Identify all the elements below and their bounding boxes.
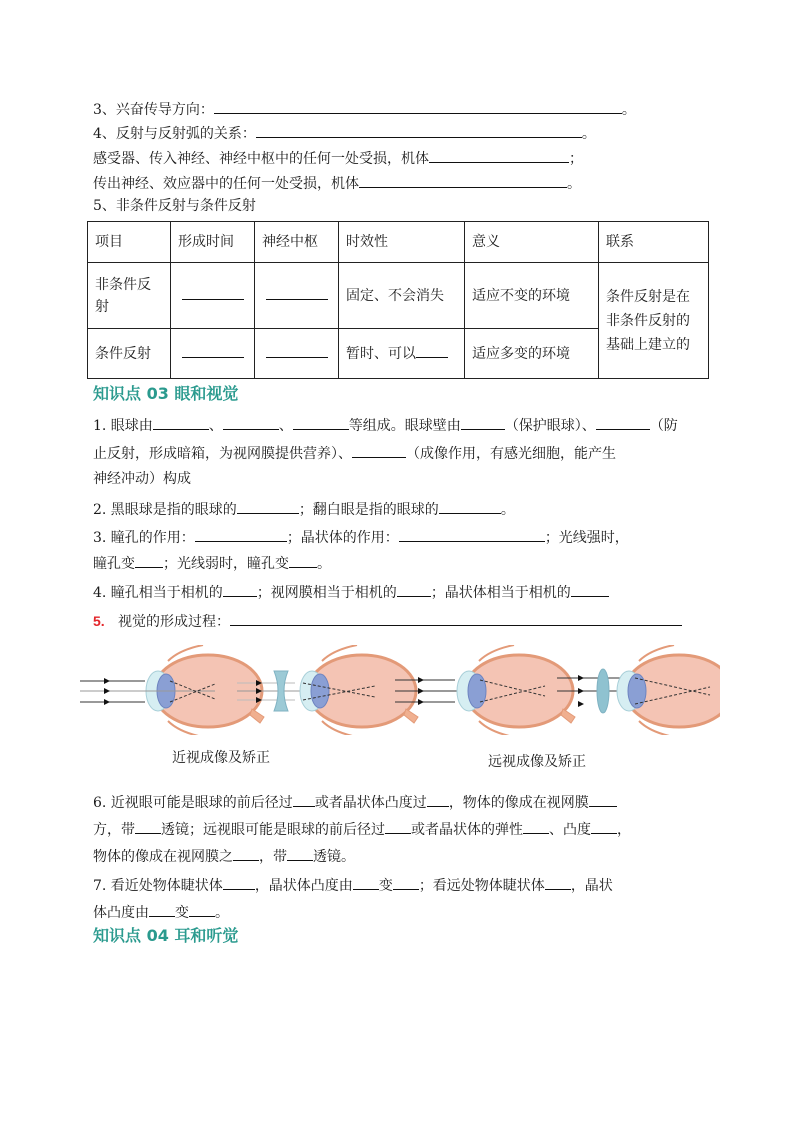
hyperopia-corrected-eye-diagram [557,645,720,735]
text: （防 [649,418,678,434]
question-4 [93,122,596,144]
text: ， [617,822,631,838]
text: （成像作用，有感光细胞，能产生 [406,446,616,462]
answer-blank[interactable] [223,581,257,597]
text: 2. 黑眼球是指的眼球的 [93,502,237,518]
answer-blank[interactable] [352,442,406,458]
answer-blank[interactable] [135,552,163,568]
text: 体凸度由 [93,905,149,921]
text: 变 [378,878,393,894]
text: ；翻白眼是指的眼球的 [298,502,439,518]
answer-blank[interactable] [237,498,299,514]
table-header-row [88,222,709,263]
text: 或者晶状体的弹性 [411,822,523,838]
blank-cell [171,329,255,379]
answer-blank[interactable] [149,901,175,917]
answer-blank[interactable] [195,526,287,542]
convex-lens-icon [597,669,609,713]
text: ；光线强时， [544,530,629,546]
answer-blank[interactable] [182,285,244,300]
text: 变 [175,905,189,921]
timeliness-cell [339,329,465,379]
answer-blank[interactable] [293,791,315,807]
text: ，物体的像成在视网膜 [448,795,589,811]
text: 。 [500,502,515,518]
answer-blank[interactable] [223,414,279,430]
header-cell: 意义 [465,222,599,263]
eye-question-6 [93,791,617,813]
text: ；视网膜相当于相机的 [256,585,397,601]
eye-diagrams [75,645,720,735]
header-cell: 项目 [88,222,171,263]
header-cell: 联系 [599,222,709,263]
reflex-comparison-table [87,221,709,379]
table-row [88,263,709,329]
eye-question-4 [93,581,609,603]
text: 视觉的形成过程： [118,614,231,630]
punctuation: 。 [581,126,596,142]
text: 3. 瞳孔的作用： [93,530,195,546]
answer-blank[interactable] [189,901,215,917]
answer-blank[interactable] [416,342,448,358]
answer-blank[interactable] [287,845,313,861]
text: 透镜；远视眼可能是眼球的前后径过 [161,822,385,838]
eye-question-6-cont [93,818,631,840]
text: （保护眼球）、 [504,418,596,434]
answer-blank[interactable] [153,414,209,430]
section-heading-ear: 知识点 04 耳和听觉 [93,926,239,945]
relation-cell: 条件反射是在非条件反射的基础上建立的 [599,263,709,379]
text: ，带 [259,849,287,865]
blank-cell [171,263,255,329]
eye-question-2 [93,498,515,520]
answer-blank[interactable] [589,791,617,807]
text: 6. 近视眼可能是眼球的前后径过 [93,795,293,811]
text: ，晶状体凸度由 [254,878,353,894]
question-3-label: 3、兴奋传导方向： [93,102,214,118]
text: 、 [208,418,223,434]
timeliness-text: 暂时、可以 [346,346,416,362]
eye-question-3-cont [93,552,331,574]
eye-question-1-cont [93,442,616,464]
answer-blank[interactable] [439,498,501,514]
text: 止反射，形成暗箱，为视网膜提供营养）、 [93,446,352,462]
myopia-corrected-eye-diagram [237,645,418,735]
blank-cell [255,263,339,329]
text: 、 [278,418,293,434]
eye-question-1-cont [93,469,191,489]
question-number: 5. [93,613,105,629]
eye-question-1 [93,414,678,436]
answer-blank[interactable] [385,818,411,834]
header-cell: 形成时间 [171,222,255,263]
answer-blank[interactable] [289,552,317,568]
answer-blank[interactable] [596,414,650,430]
question-5-label: 5、非条件反射与条件反射 [93,198,256,214]
text: 神经冲动）构成 [93,471,191,487]
text: 方，带 [93,822,135,838]
answer-blank[interactable] [399,526,545,542]
answer-blank[interactable] [427,791,449,807]
text: 等组成。眼球壁由 [348,418,461,434]
meaning-cell: 适应多变的环境 [465,329,599,379]
text: ；晶状体相当于相机的 [430,585,571,601]
answer-blank[interactable] [591,818,617,834]
text: ，晶状 [570,878,613,894]
text: ；光线弱时，瞳孔变 [163,556,289,572]
hyperopia-eye-diagram [395,645,575,735]
answer-blank[interactable] [233,845,259,861]
section-heading-eye: 知识点 03 眼和视觉 [93,384,239,403]
header-cell: 神经中枢 [255,222,339,263]
myopia-caption: 近视成像及矫正 [172,750,270,766]
question-4-label: 4、反射与反射弧的关系： [93,126,256,142]
text: 、凸度 [549,822,591,838]
text: 7. 看近处物体睫状体 [93,878,223,894]
punctuation: 。 [621,102,636,118]
row-item: 非条件反射 [88,263,171,329]
text: 物体的像成在视网膜之 [93,849,233,865]
myopia-eye-diagram [80,645,264,735]
answer-blank[interactable] [523,818,549,834]
text: 。 [317,556,331,572]
damage-afferent-label: 感受器、传入神经、神经中枢中的任何一处受损，机体 [93,151,429,167]
text: 1. 眼球由 [93,418,153,434]
damage-efferent-label: 传出神经、效应器中的任何一处受损，机体 [93,176,359,192]
text: 或者晶状体凸度过 [314,795,427,811]
answer-blank[interactable] [461,414,505,430]
text: 。 [215,905,229,921]
punctuation: 。 [567,176,581,192]
blank-cell [255,329,339,379]
answer-blank[interactable] [223,874,255,890]
damage-efferent [93,172,581,194]
answer-blank[interactable] [135,818,161,834]
answer-blank[interactable] [429,147,569,163]
timeliness-cell: 固定、不会消失 [339,263,465,329]
answer-blank[interactable] [545,874,571,890]
answer-blank[interactable] [266,285,328,300]
answer-blank[interactable] [293,414,349,430]
question-5-reflex [93,196,256,216]
text: 透镜。 [313,849,355,865]
row-item: 条件反射 [88,329,171,379]
question-3 [93,98,636,120]
hyperopia-caption: 远视成像及矫正 [488,754,586,770]
text: ；晶状体的作用： [286,530,399,546]
answer-blank[interactable] [266,343,328,358]
eye-question-5 [93,610,682,632]
eye-question-7-cont [93,901,229,923]
answer-blank[interactable] [397,581,431,597]
answer-blank[interactable] [359,172,567,188]
eye-question-3 [93,526,629,548]
answer-blank[interactable] [214,98,622,114]
answer-blank[interactable] [182,343,244,358]
header-cell: 时效性 [339,222,465,263]
eye-question-6-cont [93,845,355,867]
damage-afferent [93,147,583,169]
text: 4. 瞳孔相当于相机的 [93,585,223,601]
text: 瞳孔变 [93,556,135,572]
answer-blank[interactable] [393,874,419,890]
punctuation: ； [569,151,583,167]
answer-blank[interactable] [571,581,609,597]
answer-blank[interactable] [256,122,582,138]
answer-blank[interactable] [353,874,379,890]
meaning-cell: 适应不变的环境 [465,263,599,329]
answer-blank[interactable] [230,610,682,626]
text: ；看远处物体睫状体 [418,878,545,894]
eye-question-7 [93,874,613,896]
